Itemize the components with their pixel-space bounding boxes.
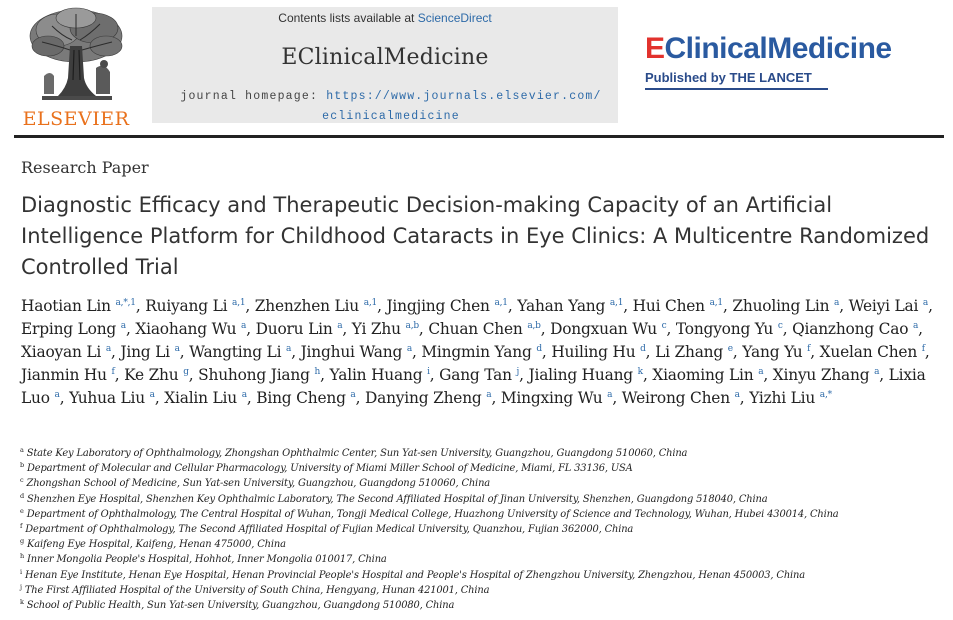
author[interactable] bbox=[792, 320, 918, 338]
author[interactable] bbox=[421, 343, 542, 361]
author[interactable] bbox=[135, 320, 246, 338]
homepage-prefix: journal homepage: bbox=[180, 90, 327, 103]
author-affiliation-marker[interactable]: a bbox=[149, 390, 155, 400]
affiliation-item bbox=[20, 476, 945, 491]
author-affiliation-marker[interactable]: c bbox=[661, 321, 667, 331]
article-type: Research Paper bbox=[21, 158, 149, 177]
author-affiliation-marker[interactable]: a,b bbox=[527, 321, 541, 331]
affiliation-item bbox=[20, 522, 945, 537]
author-affiliation-marker[interactable]: f bbox=[921, 344, 925, 354]
affiliation-key: e bbox=[20, 506, 24, 515]
author-name: Jinghui Wang bbox=[300, 343, 403, 361]
author[interactable] bbox=[749, 389, 832, 407]
author-affiliation-marker[interactable]: g bbox=[183, 367, 189, 377]
affiliation-item bbox=[20, 598, 945, 613]
affiliation-list bbox=[20, 446, 945, 613]
eclinicalmedicine-logo[interactable] bbox=[645, 32, 945, 102]
contents-line bbox=[152, 11, 618, 25]
affiliation-key: b bbox=[20, 461, 25, 470]
brand-letter-e: E bbox=[645, 32, 665, 65]
author[interactable] bbox=[633, 297, 723, 315]
author-affiliation-marker[interactable]: a bbox=[922, 298, 929, 308]
author-name: Wangting Li bbox=[189, 343, 282, 361]
author[interactable] bbox=[676, 320, 783, 338]
brand-published-by: Published by THE LANCET bbox=[645, 70, 828, 90]
author[interactable] bbox=[732, 297, 839, 315]
affiliation-text: The First Affiliated Hospital of the University of South China, Hengyang, Hunan 421001, China bbox=[24, 584, 490, 596]
author-affiliation-marker[interactable]: a bbox=[486, 390, 492, 400]
author[interactable] bbox=[21, 320, 126, 338]
affiliation-key: i bbox=[20, 567, 22, 576]
author[interactable] bbox=[365, 389, 491, 407]
author[interactable] bbox=[439, 366, 519, 384]
author[interactable] bbox=[742, 343, 810, 361]
author-list: Haotian Lin $^{a,*,1}$, Ruiyang Li $^{a,1}$, Zhenzhen Liu $^{a,1}$, Jingjing Chen $^{a,1}$, Yahan Yang $^{a,1}$, Hui Chen $^{a,1}$, Zhuoling Lin $^a$, Weiyi Lai $^a$, Erping Long $^a$, Xiaohang Wu $^a$, Duoru Lin $^a$, Yi Zhu $^{a,b}$, Chuan Chen $^{a,b}$, Dongxuan Wu $^c$, Tongyong Yu $^c$, Qianzhong Cao $^a$, Xiaoyan Li $^a$, Jing Li $^a$, Wangting Li $^a$, Jinghui Wang $^a$, Mingmin Yang $^d$, Huiling Hu $^d$, Li Zhang $^e$, Yang Yu $^f$, Xuelan Chen $^f$, Jianmin Hu $^f$, Ke Zhu $^g$, Shuhong Jiang $^h$, Yalin Huang $^i$, Gang Tan $^j$, Jialing Huang $^k$, Xiaoming Lin $^a$, Xinyu Zhang $^a$, Lixia Luo $^a$, Yuhua Liu $^a$, Xialin Liu $^a$, Bing Cheng $^a$, Danying Zheng $^a$, Mingxing Wu $^a$, Weirong Chen $^a$, Yizhi Liu $^{a,*}$ bbox=[21, 297, 933, 407]
author[interactable] bbox=[551, 343, 645, 361]
author-affiliation-marker[interactable]: a bbox=[286, 344, 292, 354]
author-name: Zhuoling Lin bbox=[732, 297, 830, 315]
affiliation-text: Department of Ophthalmology, The Central Hospital of Wuhan, Tongji Medical College, Huazhong University of Science and Technology, Wuhan, Hubei 430014, China bbox=[26, 508, 839, 520]
author-affiliation-marker[interactable]: a,* bbox=[819, 390, 832, 400]
author-name: Xiaohang Wu bbox=[135, 320, 237, 338]
author-affiliation-marker[interactable]: a,1 bbox=[232, 298, 246, 308]
elsevier-tree-icon bbox=[22, 6, 130, 106]
author[interactable] bbox=[21, 366, 115, 384]
author-name: Jingjing Chen bbox=[386, 297, 490, 315]
author[interactable] bbox=[21, 343, 111, 361]
affiliation-key: d bbox=[20, 491, 25, 500]
author[interactable] bbox=[256, 320, 343, 338]
author-name: Mingmin Yang bbox=[421, 343, 532, 361]
author-affiliation-marker[interactable]: a,1 bbox=[363, 298, 378, 308]
author-affiliation-marker[interactable]: a bbox=[241, 390, 247, 400]
author[interactable] bbox=[255, 297, 377, 315]
affiliation-text: Department of Ophthalmology, The Second Affiliated Hospital of Fujian Medical University, Quanzhou, Fujian 362000, China bbox=[25, 524, 634, 536]
elsevier-wordmark: ELSEVIER bbox=[22, 108, 130, 130]
author[interactable] bbox=[164, 389, 247, 407]
homepage-line bbox=[166, 87, 616, 127]
author-affiliation-marker[interactable]: a bbox=[120, 321, 126, 331]
author-affiliation-marker[interactable]: d bbox=[640, 344, 646, 354]
author-name: Yahan Yang bbox=[517, 297, 606, 315]
author-name: Shuhong Jiang bbox=[198, 366, 310, 384]
author-name: Gang Tan bbox=[439, 366, 512, 384]
affiliation-text: School of Public Health, Sun Yat-sen University, Guangzhou, Guangdong 510080, China bbox=[26, 600, 455, 612]
author-name: Chuan Chen bbox=[428, 320, 523, 338]
author-affiliation-marker[interactable]: a,1 bbox=[609, 298, 624, 308]
author[interactable] bbox=[120, 343, 179, 361]
author-name: Lixia Luo bbox=[21, 366, 926, 407]
author[interactable] bbox=[655, 343, 733, 361]
author-name: Bing Cheng bbox=[256, 389, 346, 407]
brand-title bbox=[645, 32, 945, 66]
contents-prefix: Contents lists available at bbox=[278, 11, 418, 25]
author-affiliation-marker[interactable]: f bbox=[111, 367, 115, 377]
author[interactable] bbox=[69, 389, 155, 407]
affiliation-key: f bbox=[20, 522, 23, 531]
author-name: Xialin Liu bbox=[164, 389, 237, 407]
author-name: Yi Zhu bbox=[351, 320, 401, 338]
author-affiliation-marker[interactable]: a bbox=[241, 321, 247, 331]
author-affiliation-marker[interactable]: a bbox=[607, 390, 613, 400]
author-name: Xiaoyan Li bbox=[21, 343, 102, 361]
author-name: Weiyi Lai bbox=[848, 297, 919, 315]
author[interactable] bbox=[849, 297, 929, 315]
author[interactable] bbox=[386, 297, 507, 315]
affiliation-item bbox=[20, 583, 945, 598]
author-affiliation-marker[interactable]: a bbox=[337, 321, 343, 331]
journal-name: EClinicalMedicine bbox=[281, 45, 489, 70]
author-name: Zhenzhen Liu bbox=[254, 297, 359, 315]
author-affiliation-marker[interactable]: a bbox=[874, 367, 880, 377]
affiliation-key: c bbox=[20, 476, 24, 485]
author-affiliation-marker[interactable]: a bbox=[834, 298, 840, 308]
header-divider bbox=[14, 135, 944, 138]
author[interactable] bbox=[550, 320, 666, 338]
author[interactable] bbox=[145, 297, 245, 315]
author-name: Yizhi Liu bbox=[749, 389, 816, 407]
affiliation-item bbox=[20, 537, 945, 552]
homepage-link-continued[interactable]: eclinicalmedicine bbox=[322, 110, 460, 123]
affiliation-text: Department of Molecular and Cellular Pharmacology, University of Miami Miller School of Medicine, Miami, FL 33136, USA bbox=[27, 463, 633, 475]
journal-info-box bbox=[152, 7, 618, 123]
author[interactable] bbox=[622, 389, 740, 407]
author-affiliation-marker[interactable]: i bbox=[427, 367, 430, 377]
author-name: Qianzhong Cao bbox=[792, 320, 909, 338]
author-affiliation-marker[interactable]: a bbox=[54, 390, 60, 400]
author-affiliation-marker[interactable]: a bbox=[406, 344, 412, 354]
author-affiliation-marker[interactable]: c bbox=[777, 321, 783, 331]
author-affiliation-marker[interactable]: a,*,1 bbox=[115, 298, 136, 308]
affiliation-key: j bbox=[20, 582, 22, 591]
author-affiliation-marker[interactable]: j bbox=[516, 367, 520, 377]
author-name: Ke Zhu bbox=[124, 366, 179, 384]
affiliation-key: g bbox=[20, 537, 25, 546]
author-name: Yuhua Liu bbox=[69, 389, 145, 407]
author-affiliation-marker[interactable]: a bbox=[350, 390, 356, 400]
affiliation-text: Zhongshan School of Medicine, Sun Yat-sen University, Guangzhou, Guangdong 510060, China bbox=[26, 478, 491, 490]
journal-header bbox=[0, 0, 953, 138]
author[interactable] bbox=[198, 366, 320, 384]
affiliation-item bbox=[20, 492, 945, 507]
author-name: Weirong Chen bbox=[621, 389, 730, 407]
author-name: Xiaoming Lin bbox=[652, 366, 754, 384]
author-name: Haotian Lin bbox=[21, 297, 111, 315]
affiliation-text: Henan Eye Institute, Henan Eye Hospital, Henan Provincial People's Hospital and People's Hospital of Zhengzhou University, Zhengzhou, Henan 450003, China bbox=[24, 569, 805, 581]
author-name: Yang Yu bbox=[742, 343, 803, 361]
author-name: Xuelan Chen bbox=[819, 343, 918, 361]
author-affiliation-marker[interactable]: f bbox=[807, 344, 811, 354]
author[interactable] bbox=[352, 320, 419, 338]
author-affiliation-marker[interactable]: a bbox=[105, 344, 112, 354]
author-name: Ruiyang Li bbox=[145, 297, 228, 315]
author-affiliation-marker[interactable]: h bbox=[314, 367, 321, 377]
homepage-link[interactable]: https://www.journals.elsevier.com/ bbox=[326, 90, 602, 103]
author-name: Erping Long bbox=[21, 320, 117, 338]
brand-word-medicine: Medicine bbox=[767, 32, 892, 65]
author-affiliation-marker[interactable]: a,1 bbox=[494, 298, 508, 308]
elsevier-logo[interactable] bbox=[14, 6, 138, 128]
author-name: Hui Chen bbox=[632, 297, 705, 315]
author-name: Huiling Hu bbox=[551, 343, 636, 361]
affiliation-text: Kaifeng Eye Hospital, Kaifeng, Henan 475000, China bbox=[27, 539, 286, 551]
author-affiliation-marker[interactable]: e bbox=[727, 344, 733, 354]
author[interactable] bbox=[329, 366, 429, 384]
author[interactable] bbox=[124, 366, 189, 384]
author-affiliation-marker[interactable]: d bbox=[536, 344, 542, 354]
author-affiliation-marker[interactable]: a bbox=[913, 321, 919, 331]
author-name: Jing Li bbox=[120, 343, 170, 361]
author-name: Mingxing Wu bbox=[500, 389, 603, 407]
affiliation-item bbox=[20, 507, 945, 522]
author[interactable] bbox=[529, 366, 643, 384]
author[interactable] bbox=[301, 343, 412, 361]
author-affiliation-marker[interactable]: a,1 bbox=[709, 298, 723, 308]
author-name: Jianmin Hu bbox=[21, 366, 107, 384]
author-name: Li Zhang bbox=[655, 343, 724, 361]
affiliation-text: State Key Laboratory of Ophthalmology, Zhongshan Ophthalmic Center, Sun Yat-sen University, Guangzhou, Guangdong 510060, China bbox=[26, 448, 688, 459]
author-name: Danying Zheng bbox=[364, 389, 482, 407]
author-affiliation-marker[interactable]: k bbox=[637, 367, 643, 377]
author-affiliation-marker[interactable]: a,b bbox=[405, 321, 419, 331]
author[interactable] bbox=[256, 389, 355, 407]
author-affiliation-marker[interactable]: a bbox=[174, 344, 180, 354]
sciencedirect-link[interactable]: ScienceDirect bbox=[417, 11, 492, 25]
author-name: Dongxuan Wu bbox=[550, 320, 657, 338]
author[interactable] bbox=[21, 297, 136, 315]
author[interactable] bbox=[652, 366, 763, 384]
affiliation-key: a bbox=[20, 446, 24, 454]
author-name: Duoru Lin bbox=[255, 320, 333, 338]
author[interactable] bbox=[773, 366, 880, 384]
author-name: Jialing Huang bbox=[528, 366, 633, 384]
author[interactable] bbox=[428, 320, 540, 338]
author-name: Xinyu Zhang bbox=[772, 366, 870, 384]
affiliation-item bbox=[20, 568, 945, 583]
affiliation-item bbox=[20, 461, 945, 476]
author[interactable] bbox=[501, 389, 613, 407]
author[interactable] bbox=[820, 343, 925, 361]
author-affiliation-marker[interactable]: a bbox=[758, 367, 764, 377]
affiliation-text: Inner Mongolia People's Hospital, Hohhot, Inner Mongolia 010017, China bbox=[27, 554, 387, 566]
author-name: Tongyong Yu bbox=[675, 320, 774, 338]
article-title: Diagnostic Efficacy and Therapeutic Decision-making Capacity of an Artificial Intelligence Platform for Childhood Cataracts in Eye Clinics: A Multicentre Randomized Controlled Trial bbox=[21, 193, 930, 279]
affiliation-key: h bbox=[20, 552, 25, 561]
author-affiliation-marker[interactable]: a bbox=[734, 390, 740, 400]
author-name: Yalin Huang bbox=[329, 366, 423, 384]
affiliation-item bbox=[20, 552, 945, 567]
affiliation-key: k bbox=[20, 598, 24, 607]
brand-word-clinical: Clinical bbox=[664, 32, 768, 65]
author[interactable] bbox=[517, 297, 623, 315]
affiliation-text: Shenzhen Eye Hospital, Shenzhen Key Ophthalmic Laboratory, The Second Affiliated Hospital of Jinan University, Shenzhen, Guangdong 518040, China bbox=[27, 493, 768, 505]
affiliation-item bbox=[20, 446, 945, 461]
author[interactable] bbox=[189, 343, 291, 361]
